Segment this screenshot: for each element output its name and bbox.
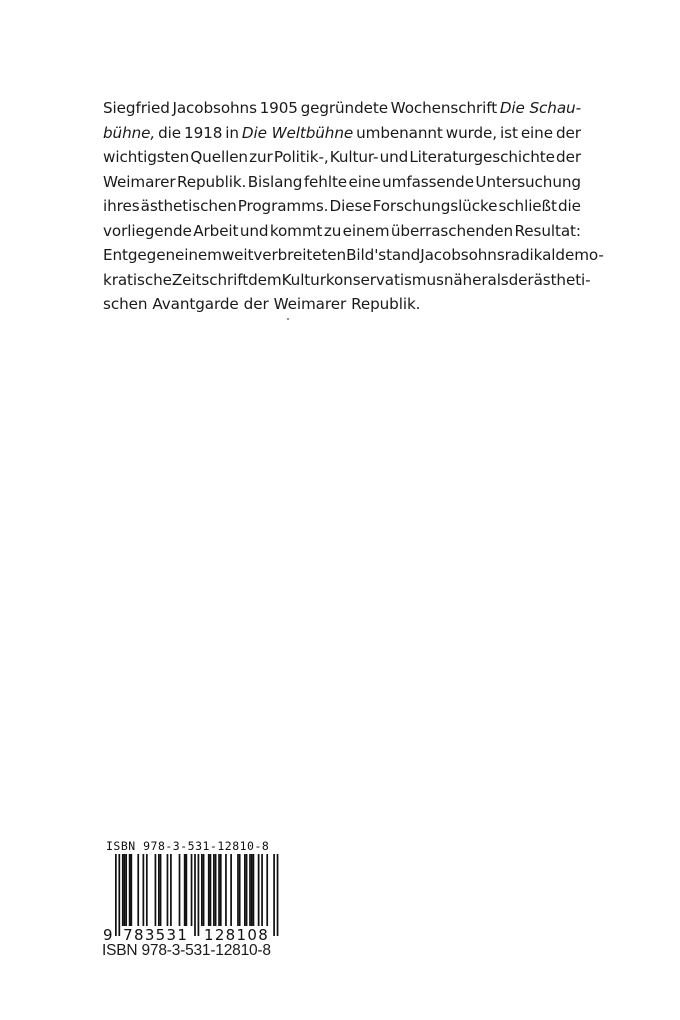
barcode-bar [191,854,193,926]
barcode-bar [210,854,212,926]
blurb-word: die [558,197,581,215]
blurb-word: gegründete [300,99,388,117]
blurb-word: weitverbreiteten [221,246,347,264]
blurb-word: Die Weltbühne [241,123,354,142]
barcode-bar [225,854,227,926]
blurb-word: umbenannt [356,123,443,142]
blurb-word: Weimarer [273,295,347,313]
blurb-line [103,243,604,268]
blurb-word: Jacobsohns [420,246,505,264]
blurb-line [103,96,581,121]
blurb-word: fehlte [303,172,348,191]
blurb-word: Republik. [176,172,247,191]
barcode-bar [215,854,217,926]
blurb-word: zur [249,148,273,166]
blurb-word: Diese [329,197,372,215]
blurb-word: ist [500,123,518,142]
blurb-word: Weimarer [103,172,176,191]
barcode-bar [115,854,117,936]
barcode-bar [125,854,127,926]
blurb-word: schen [103,295,148,313]
blurb-word: Die Schau- [499,99,581,117]
ean-barcode [102,854,282,936]
blurb-word: und [379,148,409,166]
barcode-bar [122,854,124,926]
ean-digit-group: 9 [103,926,113,944]
blurb-word: vorliegende [103,221,192,240]
blurb-word: ästheti- [533,270,591,289]
barcode-bar [155,854,157,926]
barcode-bar [239,854,241,926]
blurb-word: Kultur- [329,148,379,166]
barcode-bar [213,854,215,926]
blurb-word: Resultat: [514,221,581,240]
barcode-bar [137,854,139,926]
barcode-bar [208,854,210,926]
blurb-word: 1905 [259,99,298,117]
blurb-word: Programms. [237,197,329,215]
barcode-bar [253,854,255,926]
blurb-word: eine [520,123,553,142]
barcode-bar [170,854,172,926]
barcode-bar [203,854,205,926]
barcode-block [102,838,282,948]
blurb-word: Kulturkonservatismus [281,270,444,289]
blurb-line [103,194,581,219]
blurb-word: überraschenden [390,221,514,240]
blurb-word: eine [348,172,381,191]
blurb-word: in [225,123,239,142]
blurb-line [103,268,591,293]
blurb-line [103,121,581,146]
blurb-word: Bislang [247,172,303,191]
blurb-word: Untersuchung [475,172,581,191]
barcode-bar [186,854,188,926]
blurb-word: Forschungslücke [372,197,498,215]
blurb-word: näher [443,270,488,289]
blurb-word: der [555,123,581,142]
blurb-word: Jacobsohns [172,99,257,117]
barcode-bar [143,854,145,926]
barcode-bar [194,854,196,936]
blurb-line [103,219,581,244]
blurb-word: der [556,148,581,166]
blurb-word: der [243,295,269,313]
barcode-isbn-label: ISBN 978-3-531-12810-8 [106,839,270,853]
barcode-bar [237,854,239,926]
barcode-bar [130,854,132,926]
barcode-bar [129,854,131,926]
barcode-bar [266,854,268,926]
barcode-bar [277,854,279,936]
blurb-word: Avantgarde [152,295,239,313]
barcode-bar [124,854,126,926]
barcode-bar [273,854,275,936]
barcode-bar [158,854,160,926]
ean-digit-group: 783531 [123,926,189,944]
blurb-word: wichtigsten [103,148,190,166]
barcode-bar [261,854,263,926]
blurb-word: als [487,270,509,289]
blurb-word: und [239,221,269,240]
blurb-word: einem [174,246,222,264]
blurb-word: wurde, [445,123,498,142]
barcode-bar [201,854,203,926]
barcode-bar [230,854,232,926]
isbn-number: ISBN 978-3-531-12810-8 [102,942,271,959]
blurb-word: Politik-, [273,148,329,166]
blurb-word: umfassende [382,172,474,191]
blurb-word: kratische [103,270,172,289]
blurb-word: Literaturgeschichte [409,148,555,166]
barcode-bar [146,854,148,926]
stray-dot [287,318,289,320]
barcode-bar [218,854,220,926]
blurb-word: 1918 [184,123,223,142]
blurb-line [103,145,581,170]
barcode-bar [258,854,260,926]
barcode-bar [246,854,248,926]
ean-digit-group: 128108 [204,926,270,944]
barcode-bar [184,854,186,926]
blurb-word: Wochenschrift [390,99,498,117]
blurb-word: der [508,270,534,289]
blurb-word: ästhetischen [140,197,237,215]
blurb-word: einem [342,221,390,240]
blurb-word: Republik. [351,295,421,313]
barcode-bar [198,854,200,936]
blurb-word: 'stand [374,246,421,264]
blurb-word: zu [323,221,342,240]
back-cover-blurb [103,96,604,317]
barcode-bar [118,854,120,936]
barcode-bar [244,854,246,926]
blurb-line [103,292,581,317]
blurb-word: bühne, [103,123,156,142]
blurb-word: kommt [269,221,323,240]
blurb-word: radikaldemo- [504,246,604,264]
blurb-word: ihres [103,197,140,215]
barcode-bar [179,854,181,926]
blurb-word: Siegfried [103,99,170,117]
barcode-bar [160,854,162,926]
barcode-bar [167,854,169,926]
blurb-word: Bild [346,246,375,264]
barcode-bar [251,854,253,926]
barcode-bar [249,854,251,926]
blurb-line [103,170,581,195]
blurb-word: Zeitschrift [171,270,249,289]
blurb-word: Arbeit [193,221,239,240]
barcode-bar [220,854,222,926]
blurb-word: Quellen [190,148,248,166]
blurb-word: Entgegen [103,246,175,264]
blurb-word: die [158,123,181,142]
blurb-word: dem [248,270,282,289]
blurb-word: schließt [498,197,557,215]
